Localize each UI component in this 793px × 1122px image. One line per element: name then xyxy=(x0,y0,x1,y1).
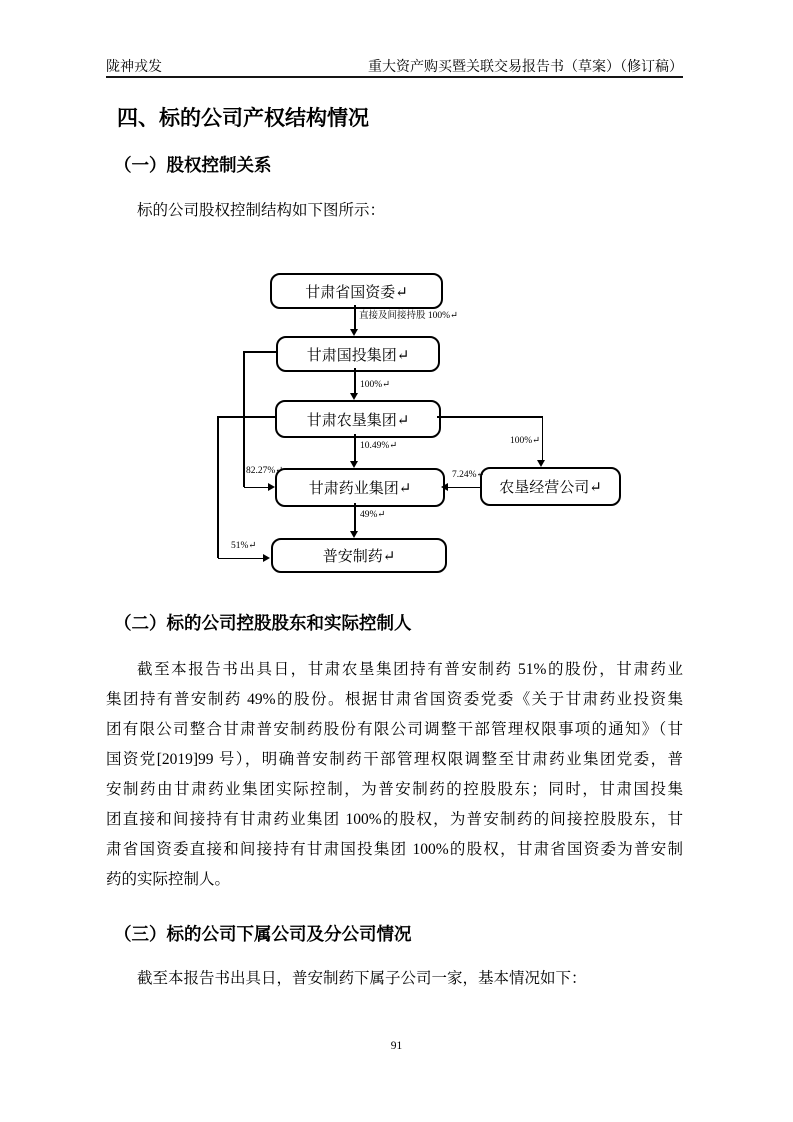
edge-label-guotou-yaoye: 82.27%↵ xyxy=(246,466,284,476)
paragraph-line: 国资党[2019]99 号），明确普安制药干部管理权限调整至甘肃药业集团党委，普 xyxy=(106,751,683,768)
paragraph-line: 肃省国资委直接和间接持有甘肃国投集团 100%的股权，甘肃省国资委为普安制 xyxy=(106,841,683,858)
edge-jingying-yaoye-line xyxy=(448,487,480,489)
section-3-heading: （三）标的公司下属公司及分公司情况 xyxy=(114,925,412,945)
edge-label-nongken-yaoye: 10.49%↵ xyxy=(360,441,398,451)
paragraph-line: 药的实际控制人。 xyxy=(106,871,231,888)
diagram-node-gansu-nongken: 甘肃农垦集团↵ xyxy=(275,400,441,438)
page-number: 91 xyxy=(390,1040,403,1052)
diagram-node-gansu-guotou: 甘肃国投集团↵ xyxy=(276,336,440,372)
section-2-paragraph xyxy=(106,655,683,895)
arrowhead-down-icon xyxy=(350,329,358,336)
edge-guotou-yaoye-line xyxy=(243,351,245,487)
header-doc-short-name: 陇神戎发 xyxy=(106,60,162,75)
edge-sasac-guotou-line xyxy=(354,305,356,329)
edge-label-sasac-guotou: 直接及间接持股 100%↵ xyxy=(359,311,458,321)
paragraph-line: 集团持有普安制药 49%的股份。根据甘肃省国资委党委《关于甘肃药业投资集 xyxy=(106,691,683,708)
edge-label-guotou-nongken: 100%↵ xyxy=(360,380,391,390)
section-1-heading: （一）股权控制关系 xyxy=(114,156,272,176)
diagram-node-gansu-yaoye: 甘肃药业集团↵ xyxy=(275,468,445,507)
paragraph-line: 团直接和间接持有甘肃药业集团 100%的股权，为普安制药的间接控股股东，甘 xyxy=(106,811,683,828)
paragraph-line: 团有限公司整合甘肃普安制药股份有限公司调整干部管理权限事项的通知》（甘 xyxy=(106,721,683,738)
edge-label-nongken-jingying: 100%↵ xyxy=(510,436,541,446)
diagram-node-gansu-sasac: 甘肃省国资委↵ xyxy=(270,273,443,309)
edge-nongken-puan-line xyxy=(217,416,219,558)
edge-nongken-jingying-line xyxy=(542,416,544,460)
header-doc-title: 重大资产购买暨关联交易报告书（草案）（修订稿） xyxy=(368,60,683,75)
paragraph-line: 截至本报告书出具日，甘肃农垦集团持有普安制药 51%的股份，甘肃药业 xyxy=(137,661,683,678)
arrowhead-down-icon xyxy=(537,460,545,467)
diagram-node-nongken-jingying: 农垦经营公司↵ xyxy=(480,467,621,506)
edge-guotou-yaoye-line xyxy=(244,487,269,489)
diagram-node-puan-pharma: 普安制药↵ xyxy=(271,538,447,573)
edge-nongken-puan-line xyxy=(218,416,275,418)
edge-label-yaoye-puan: 49%↵ xyxy=(360,510,386,520)
arrowhead-down-icon xyxy=(350,531,358,538)
arrowhead-right-icon xyxy=(268,483,275,491)
edge-nongken-jingying-line xyxy=(437,416,543,418)
arrowhead-down-icon xyxy=(350,461,358,468)
section-3-paragraph: 截至本报告书出具日，普安制药下属子公司一家，基本情况如下： xyxy=(137,970,587,987)
edge-label-nongken-puan: 51%↵ xyxy=(231,541,257,551)
edge-guotou-yaoye-line xyxy=(244,351,276,353)
arrowhead-right-icon xyxy=(263,554,270,562)
edge-nongken-yaoye-line xyxy=(354,434,356,461)
arrowhead-left-icon xyxy=(441,483,448,491)
edge-label-jingying-yaoye: 7.24%↵ xyxy=(452,470,485,480)
chapter-title: 四、标的公司产权结构情况 xyxy=(117,106,369,130)
section-2-heading: （二）标的公司控股股东和实际控制人 xyxy=(114,614,412,634)
section-1-intro: 标的公司股权控制结构如下图所示： xyxy=(137,202,386,219)
arrowhead-down-icon xyxy=(350,393,358,400)
paragraph-line: 安制药由甘肃药业集团实际控制，为普安制药的控股股东；同时，甘肃国投集 xyxy=(106,781,683,798)
edge-yaoye-puan-line xyxy=(354,503,356,531)
edge-nongken-puan-line xyxy=(218,558,264,560)
edge-guotou-nongken-line xyxy=(354,368,356,393)
